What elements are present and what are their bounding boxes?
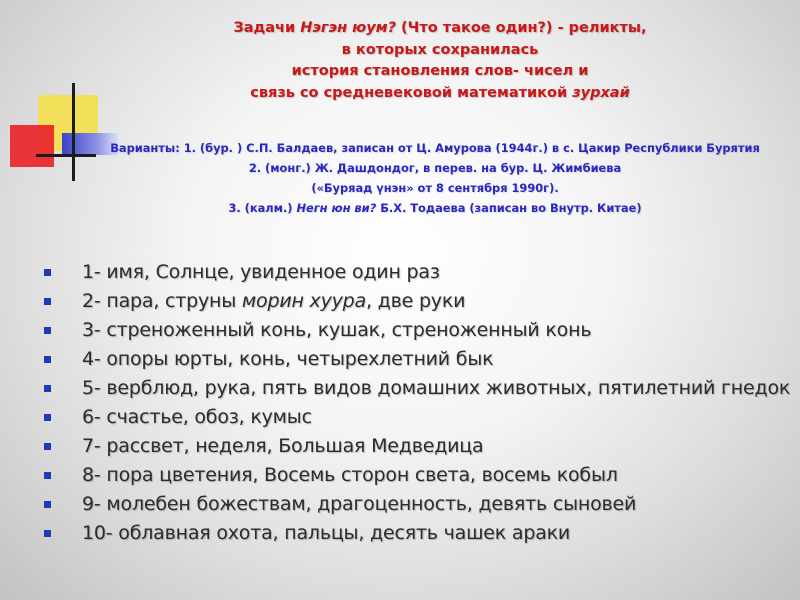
list-item: 9- молебен божествам, драгоценность, девять сыновей <box>44 490 784 519</box>
list-item: 4- опоры юрты, конь, четырехлетний бык <box>44 345 784 374</box>
variants-line-2: 2. (монг.) Ж. Дашдондог, в перев. на бур. Ц. Жимбиева <box>248 161 622 175</box>
list-item: 6- счастье, обоз, кумыс <box>44 403 784 432</box>
list-item: 2- пара, струны морин хуура, две руки <box>44 287 784 316</box>
list-item: 3- стреноженный конь, кушак, стреноженный конь <box>44 316 784 345</box>
square-bullet-icon <box>44 298 51 305</box>
square-bullet-icon <box>44 443 51 450</box>
list-item: 7- рассвет, неделя, Большая Медведица <box>44 432 784 461</box>
red-square <box>10 125 54 167</box>
title-line-3: история становления слов- чисел и <box>291 63 589 79</box>
square-bullet-icon <box>44 414 51 421</box>
title-line-4: связь со средневековой математикой зурхай <box>250 84 630 101</box>
slide-title <box>200 18 680 104</box>
title-line-2: в которых сохранилась <box>341 41 539 58</box>
number-meanings-list <box>44 258 791 548</box>
list-item: 8- пора цветения, Восемь сторон света, восемь кобыл <box>44 461 784 490</box>
title-line-1: Задачи Нэгэн юум? (Что такое один?) - реликты, <box>233 20 647 36</box>
list-item: 10- облавная охота, пальцы, десять чашек араки <box>44 519 784 548</box>
square-bullet-icon <box>44 472 51 479</box>
square-bullet-icon <box>44 269 51 276</box>
square-bullet-icon <box>44 530 51 537</box>
square-bullet-icon <box>44 327 51 334</box>
list-item: 1- имя, Солнце, увиденное один раз <box>44 258 784 287</box>
square-bullet-icon <box>44 501 51 508</box>
list-item: 5- верблюд, рука, пять видов домашних животных, пятилетний гнедок <box>44 374 784 403</box>
variants-line-4: 3. (калм.) Негн юн ви? Б.Х. Тодаева (записан во Внутр. Китае) <box>228 201 642 215</box>
square-bullet-icon <box>44 356 51 363</box>
variants-line-3: («Буряад үнэн» от 8 сентября 1990г). <box>311 181 559 195</box>
variants-line-1: Варианты: 1. (бур. ) С.П. Балдаев, записан от Ц. Амурова (1944г.) в с. Цакир Республики Бурятия <box>110 141 760 155</box>
square-bullet-icon <box>44 385 51 392</box>
variants-block <box>70 138 800 218</box>
